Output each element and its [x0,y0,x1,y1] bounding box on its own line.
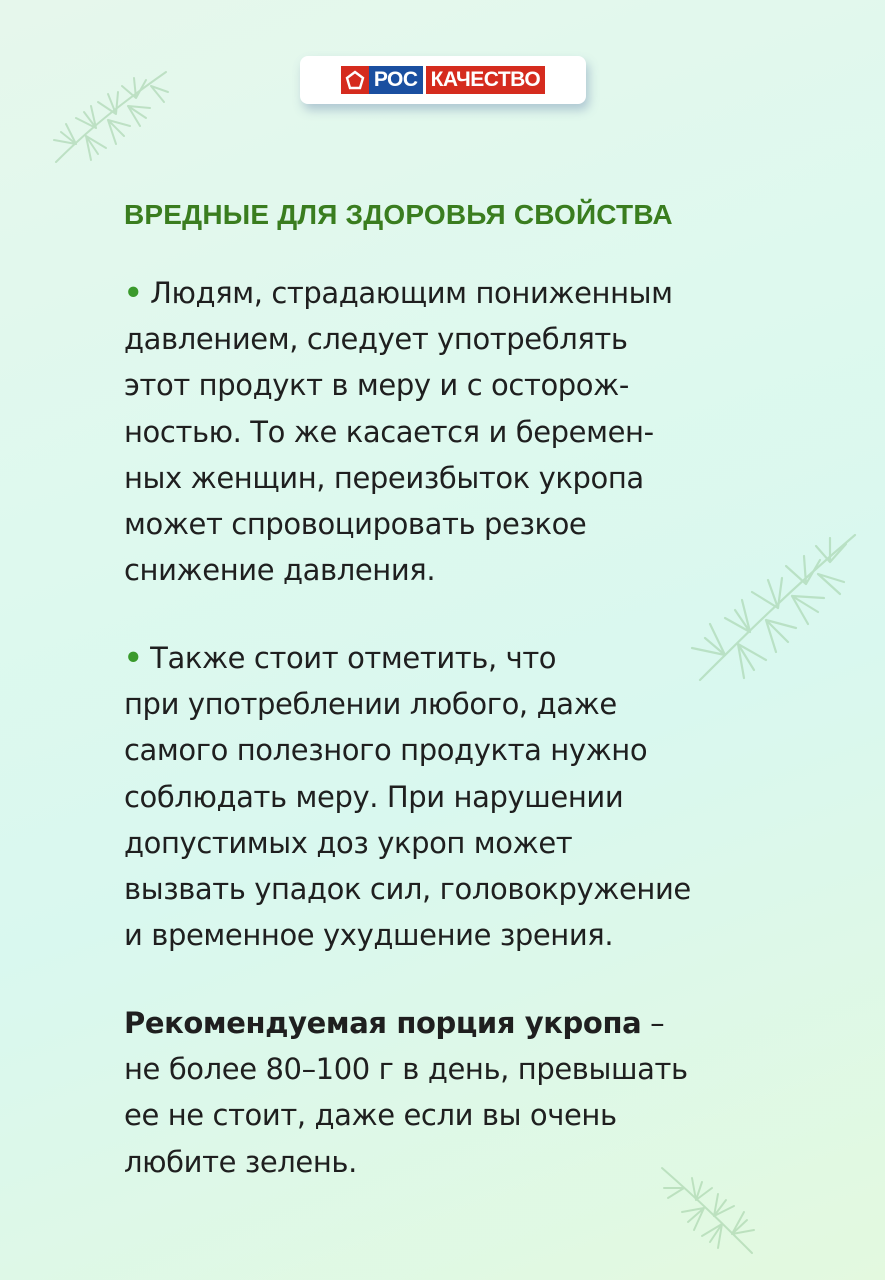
rk-pentagon-icon [341,66,369,94]
logo-text-kachestvo: КАЧЕСТВО [426,66,546,94]
logo-mark-group [341,66,545,94]
bullet-line: давлением, следует употреблять [124,322,628,357]
roskachestvo-logo [300,56,586,104]
bullet-text: Также стоит отметить, что [150,641,557,675]
bullet-paragraph-2 [124,635,804,958]
bullet-line: ностью. То же касается и беремен- [124,414,654,449]
recommendation-dash: – [641,1006,665,1040]
bullet-marker: • [124,276,143,310]
bullet-text: Людям, страдающим пониженным [150,276,673,310]
dill-sprig-icon [46,62,176,172]
bullet-line [124,270,804,316]
bullet-marker: • [124,641,143,675]
bullet-paragraph-1 [124,270,804,593]
recommendation-line: любите зелень. [124,1144,357,1179]
bullet-line [124,635,804,681]
logo-text-ros: РОС [369,66,423,94]
recommendation-paragraph [124,1000,804,1185]
bullet-line: соблюдать меру. При нарушении [124,779,624,814]
recommendation-line: не более 80–100 г в день, превышать [124,1052,688,1087]
section-heading: ВРЕДНЫЕ ДЛЯ ЗДОРОВЬЯ СВОЙСТВА [124,199,673,230]
bullet-line: ных женщин, переизбыток укропа [124,460,644,495]
bullet-line: допустимых доз укроп может [124,825,573,860]
recommendation-bold: Рекомендуемая порция укропа [124,1006,642,1040]
bullet-line: снижение давления. [124,553,436,588]
recommendation-line: ее не стоит, даже если вы очень [124,1098,617,1133]
bullet-line: при употреблении любого, даже [124,687,617,722]
recommendation-line [124,1000,804,1046]
bullet-line: вызвать упадок сил, головокружение [124,872,691,907]
bullet-line: и временное ухудшение зрения. [124,918,614,953]
bullet-line: может спровоцировать резкое [124,507,587,542]
bullet-line: этот продукт в меру и с осторож- [124,368,629,403]
bullet-line: самого полезного продукта нужно [124,733,648,768]
